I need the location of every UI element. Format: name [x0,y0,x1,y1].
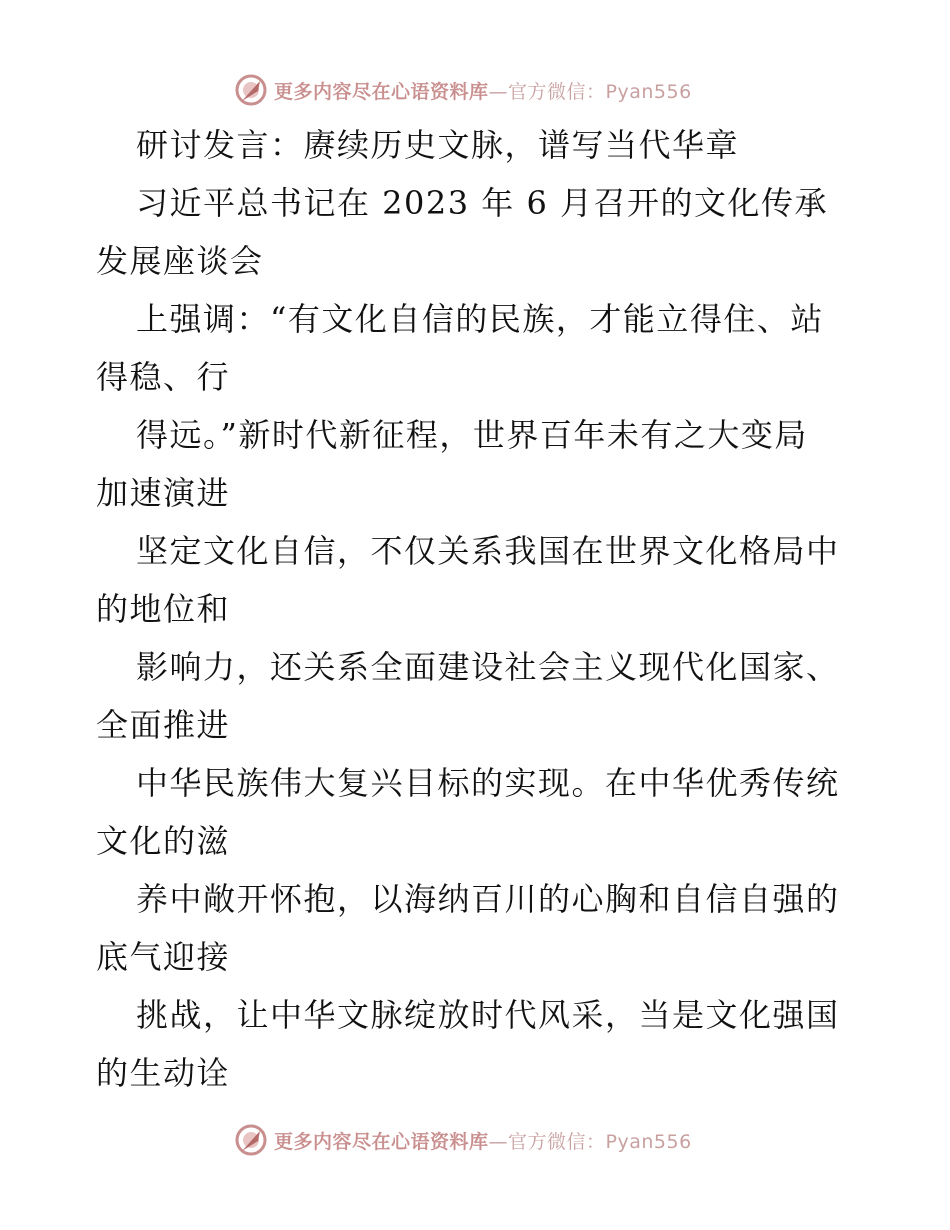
paragraph-line: 中华民族伟大复兴目标的实现。在中华优秀传统 [136,764,840,802]
watermark-wechat-label: 官方微信： [508,1130,606,1153]
footer-watermark [234,1122,692,1158]
watermark-wechat-id: Pyan556 [605,1130,692,1153]
watermark-wechat-label: 官方微信： [508,80,606,103]
paragraph-line: 坚定文化自信，不仅关系我国在世界文化格局中 [136,532,840,570]
watermark-text [274,77,692,104]
header-watermark [234,72,692,108]
watermark-separator: — [488,1130,509,1153]
document-title: 研讨发言：赓续历史文脉，谱写当代华章 [136,126,740,164]
paragraph-line: 底气迎接 [96,938,231,976]
paragraph-line: 养中敞开怀抱，以海纳百川的心胸和自信自强的 [136,880,840,918]
paragraph-line: 全面推进 [96,706,231,744]
quill-circle-icon [234,1123,268,1157]
watermark-brand: 更多内容尽在心语资料库 [274,1130,489,1153]
paragraph-line: 的生动诠 [96,1054,231,1092]
paragraph-line: 的地位和 [96,590,231,628]
watermark-brand: 更多内容尽在心语资料库 [274,80,489,103]
paragraph-line: 习近平总书记在 2023 年 6 月召开的文化传承 [136,184,828,222]
paragraph-line: 文化的滋 [96,822,231,860]
paragraph-line: 发展座谈会 [96,242,264,280]
paragraph-line: 得稳、行 [96,358,231,396]
paragraph-line: 得远。”新时代新征程，世界百年未有之大变局 [136,416,808,454]
paragraph-line: 上强调：“有文化自信的民族，才能立得住、站 [136,300,824,338]
paragraph-line: 挑战，让中华文脉绽放时代风采，当是文化强国 [136,996,840,1034]
paragraph-line: 加速演进 [96,474,231,512]
document-body [96,116,856,1102]
watermark-separator: — [488,80,509,103]
paragraph-line: 影响力，还关系全面建设社会主义现代化国家、 [136,648,840,686]
watermark-wechat-id: Pyan556 [605,80,692,103]
watermark-text [274,1127,692,1154]
quill-circle-icon [234,73,268,107]
